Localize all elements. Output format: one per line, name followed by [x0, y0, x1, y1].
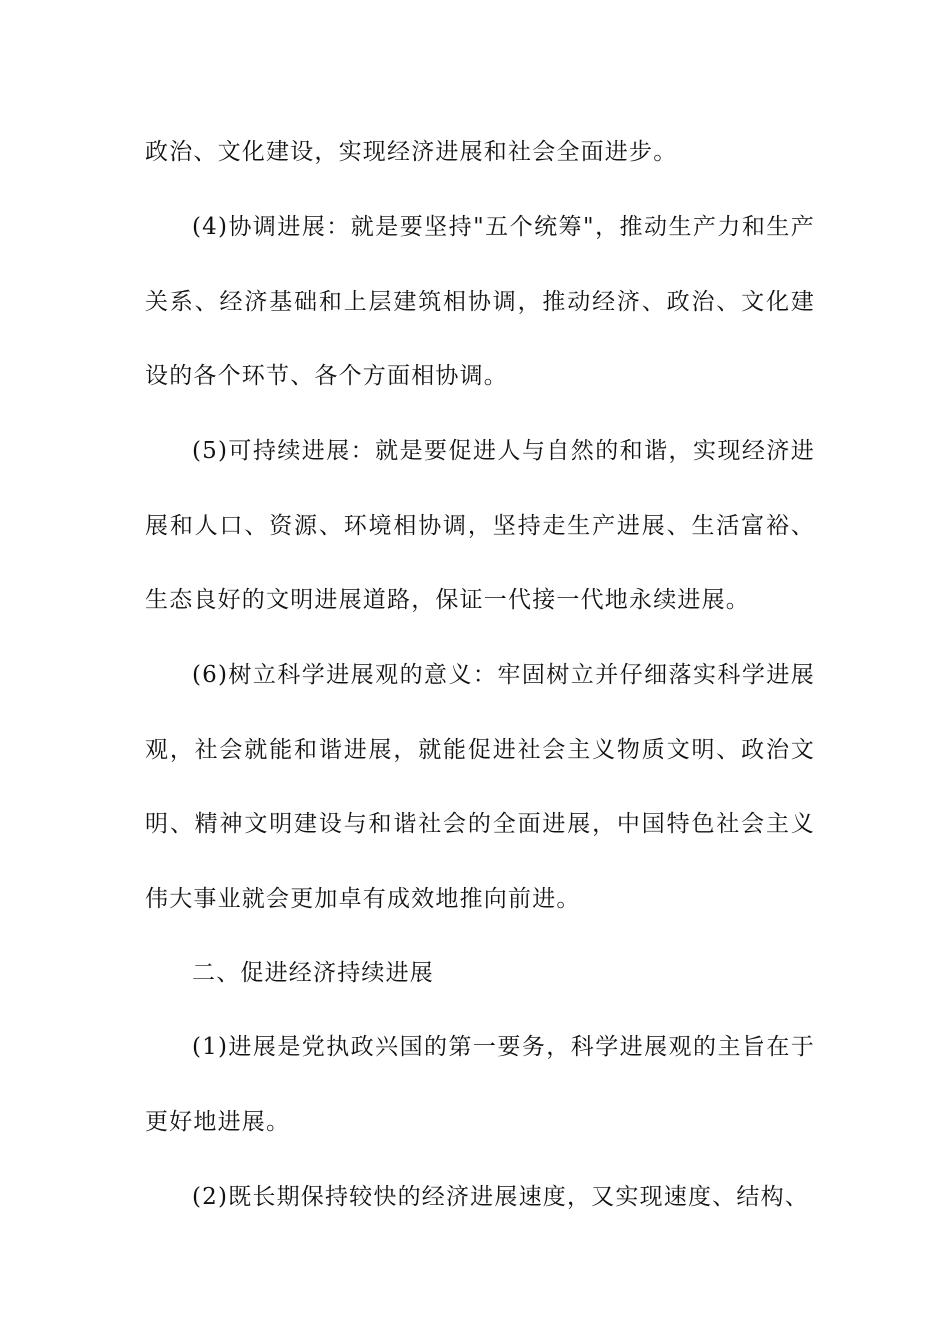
paragraph-first-priority: (1)进展是党执政兴国的第一要务，科学进展观的主旨在于更好地进展。 [145, 1034, 815, 1135]
section-heading: 二、促进经济持续进展 [192, 960, 434, 986]
paragraph-continuation: 政治、文化建设，实现经济进展和社会全面进步。 [145, 139, 678, 165]
paragraph-coordinated-development: (4)协调进展：就是要坚持"五个统筹"，推动生产力和生产关系、经济基础和上层建筑相协调，推动经济、政治、文化建设的各个环节、各个方面相协调。 [145, 214, 815, 389]
paragraph-sustainable-development: (5)可持续进展：就是要促进人与自然的和谐，实现经济进展和人口、资源、环境相协调，坚持走生产进展、生活富裕、生态良好的文明进展道路，保证一代接一代地永续进展。 [145, 438, 815, 613]
paragraph-economic-speed: (2)既长期保持较快的经济进展速度，又实现速度、结构、 [192, 1184, 809, 1210]
paragraph-significance: (6)树立科学进展观的意义：牢固树立并仔细落实科学进展观，社会就能和谐进展，就能促进社会主义物质文明、政治文明、精神文明建设与和谐社会的全面进展，中国特色社会主义伟大事业就会更加卓有成效地推向前进。 [145, 662, 815, 912]
